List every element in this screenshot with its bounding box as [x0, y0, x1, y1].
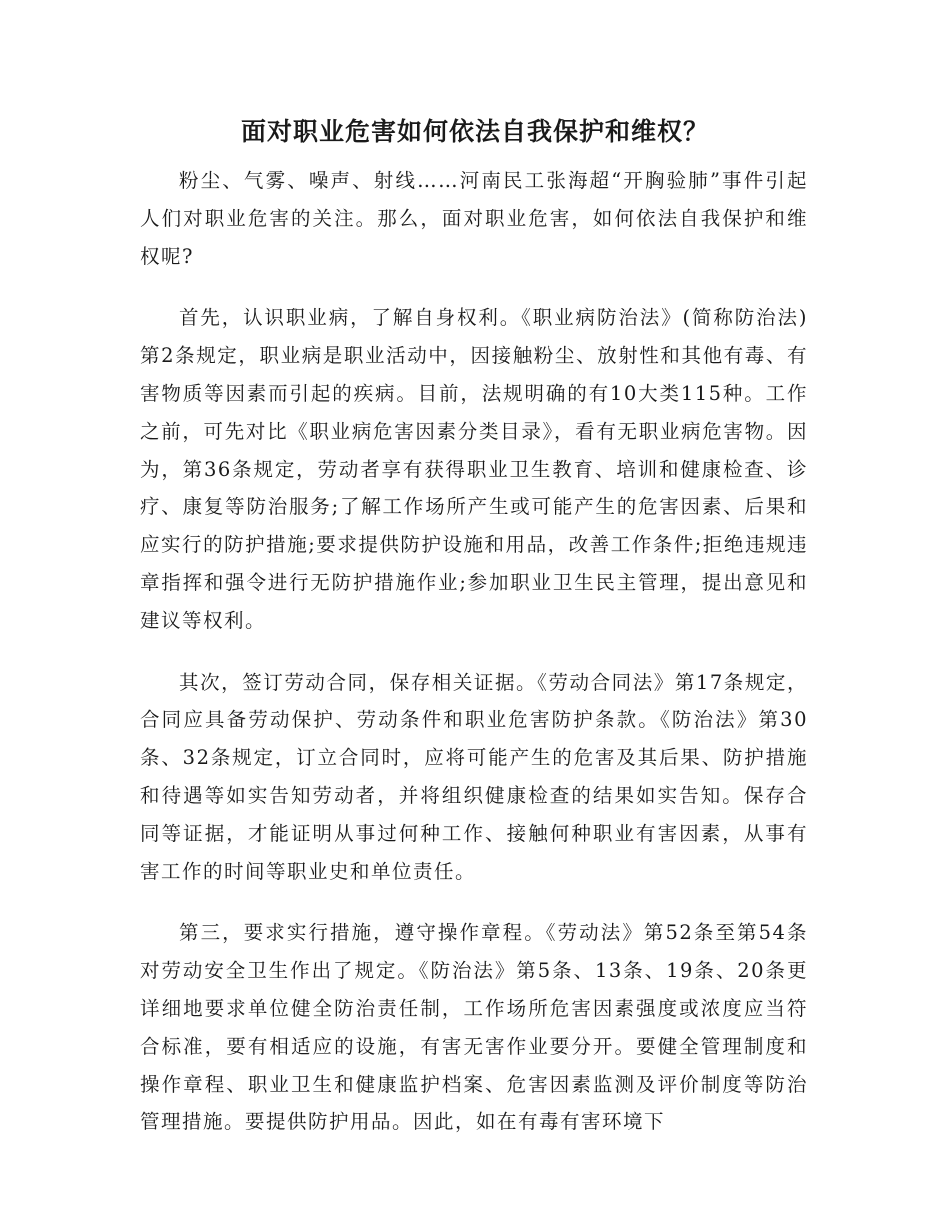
paragraph-third: 第三，要求实行措施，遵守操作章程。《劳动法》第52条至第54条对劳动安全卫生作出了规定。《防治法》第5条、13条、19条、20条更详细地要求单位健全防治责任制，工作场所危害因素强度或浓度应当符合标准，要有相适应的设施，有害无害作业要分开。要健全管理制度和操作章程、职业卫生和健康监护档案、危害因素监测及评价制度等防治管理措施。要提供防护用品。因此，如在有毒有害环境下	[140, 921, 808, 1134]
document-title: 面对职业危害如何依法自我保护和维权？	[240, 117, 709, 146]
paragraph-intro: 粉尘、气雾、噪声、射线……河南民工张海超“开胸验肺”事件引起人们对职业危害的关注。那么，面对职业危害，如何依法自我保护和维权呢?	[140, 169, 808, 268]
paragraph-second: 其次，签订劳动合同，保存相关证据。《劳动合同法》第17条规定，合同应具备劳动保护、劳动条件和职业危害防护条款。《防治法》第30条、32条规定，订立合同时，应将可能产生的危害及其后果、防护措施和待遇等如实告知劳动者，并将组织健康检查的结果如实告知。保存合同等证据，才能证明从事过何种工作、接触何种职业有害因素，从事有害工作的时间等职业史和单位责任。	[140, 670, 808, 883]
document-body	[140, 162, 808, 1141]
paragraph-first: 首先，认识职业病，了解自身权利。《职业病防治法》(简称防治法)第2条规定，职业病是职业活动中，因接触粉尘、放射性和其他有毒、有害物质等因素而引起的疾病。目前，法规明确的有10大类115种。工作之前，可先对比《职业病危害因素分类目录》，看有无职业病危害物。因为，第36条规定，劳动者享有获得职业卫生教育、培训和健康检查、诊疗、康复等防治服务;了解工作场所产生或可能产生的危害因素、后果和应实行的防护措施;要求提供防护设施和用品，改善工作条件;拒绝违规违章指挥和强令进行无防护措施作业;参加职业卫生民主管理，提出意见和建议等权利。	[140, 306, 808, 632]
